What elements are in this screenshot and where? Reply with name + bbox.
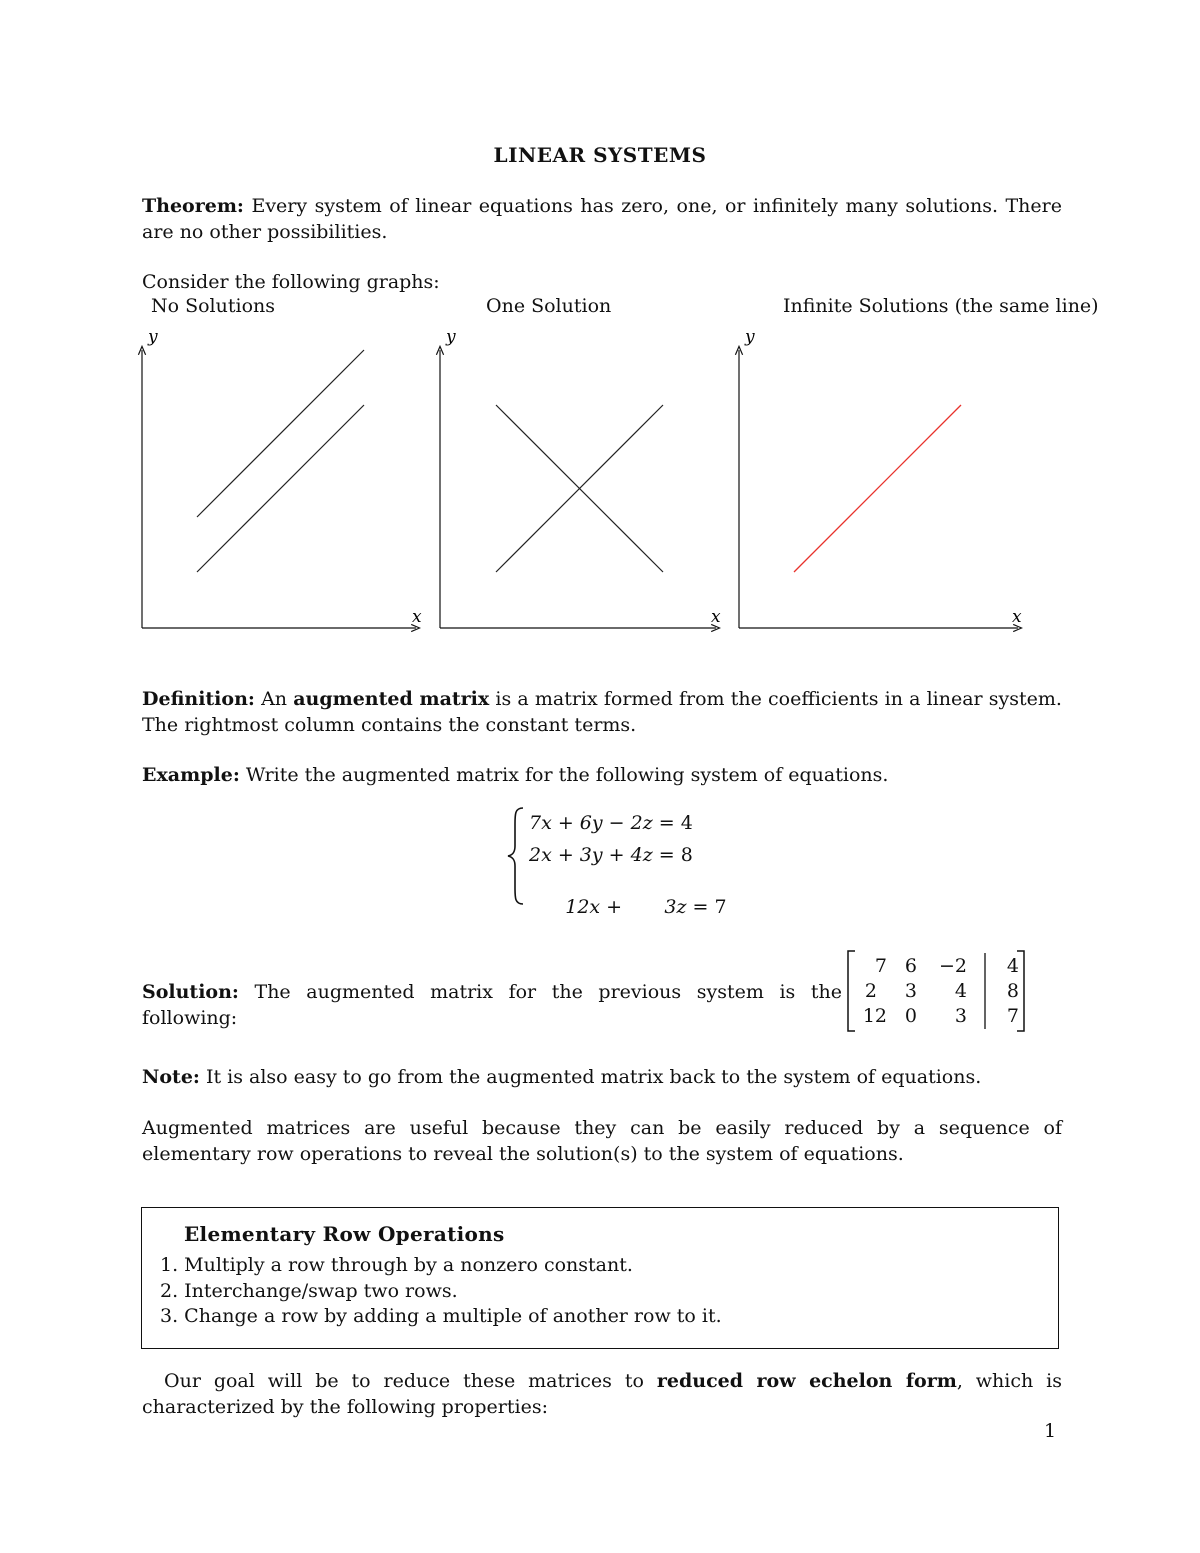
- example-text: Write the augmented matrix for the following system of equations.: [245, 764, 889, 786]
- goal-pre: Our goal will be to reduce these matrices to: [164, 1370, 644, 1392]
- matrix-cell: 7: [874, 955, 887, 977]
- theorem-paragraph: [142, 193, 1062, 245]
- same-line: [794, 405, 961, 572]
- equation-row-1: 7x + 6y − 2z = 4: [529, 812, 693, 834]
- graph-no-solutions: [142, 327, 422, 628]
- graph-infinite-solutions: [739, 327, 1022, 628]
- definition-term: augmented matrix: [293, 688, 490, 710]
- definition-pre: An: [261, 688, 288, 710]
- augmented-matrix: [845, 949, 1029, 1033]
- graph-caption-infinite-solutions: Infinite Solutions (the same line): [783, 295, 1099, 317]
- y-axis-label: y: [745, 327, 755, 347]
- usefulness-paragraph: Augmented matrices are useful because they can be easily reduced by a sequence of elementary row operations to reveal the solution(s) to the system of equations.: [142, 1117, 1062, 1165]
- row-operation-item: 2. Interchange/swap two rows.: [160, 1280, 458, 1302]
- matrix-cell: 3: [904, 980, 917, 1002]
- row-operations-box: [141, 1207, 1059, 1349]
- matrix-cell: 12: [862, 1005, 887, 1027]
- y-axis-label: y: [148, 327, 158, 347]
- y-axis-label: y: [446, 327, 456, 347]
- parallel-line-1: [197, 350, 364, 517]
- matrix-cell: 4: [1006, 955, 1019, 977]
- matrix-cell: −2: [938, 955, 967, 977]
- matrix-cell: 3: [954, 1005, 967, 1027]
- goal-post: , which is characterized by the following properties:: [142, 1370, 1063, 1418]
- left-brace-icon: [505, 806, 527, 906]
- row-operation-item: 3. Change a row by adding a multiple of another row to it.: [160, 1305, 722, 1327]
- graph-caption-one-solution: One Solution: [486, 295, 612, 317]
- graphs-figure: [0, 320, 1200, 640]
- page-title: LINEAR SYSTEMS: [493, 143, 707, 167]
- solution-text: The augmented matrix for the previous system is the following:: [142, 981, 842, 1029]
- theorem-text: Every system of linear equations has zero, one, or infinitely many solutions. There are no other possibilities.: [142, 195, 1062, 243]
- x-axis-label: x: [711, 607, 721, 627]
- solution-paragraph: [142, 979, 842, 1031]
- parallel-line-2: [197, 405, 364, 572]
- matrix-cell: 2: [864, 980, 877, 1002]
- solution-label: Solution:: [142, 981, 239, 1003]
- equation-row-2: 2x + 3y + 4z = 8: [529, 844, 693, 866]
- matrix-cell: 4: [954, 980, 967, 1002]
- note-label: Note:: [142, 1066, 200, 1088]
- definition-label: Definition:: [142, 688, 255, 710]
- x-axis-label: x: [1012, 607, 1022, 627]
- row-operation-item: 1. Multiply a row through by a nonzero constant.: [160, 1254, 633, 1276]
- note-text: It is also easy to go from the augmented matrix back to the system of equations.: [205, 1066, 982, 1088]
- matrix-cell: 6: [904, 955, 917, 977]
- page-number: 1: [1044, 1420, 1057, 1442]
- graph-one-solution: [440, 327, 721, 628]
- matrix-cell: 0: [904, 1005, 917, 1027]
- goal-term: reduced row echelon form: [656, 1370, 957, 1392]
- row-operations-title: Elementary Row Operations: [184, 1222, 505, 1246]
- example-label: Example:: [142, 764, 240, 786]
- definition-paragraph: [142, 686, 1062, 738]
- theorem-label: Theorem:: [142, 195, 244, 217]
- equation-row-3: 12x + 3z = 7: [565, 896, 727, 918]
- matrix-cell: 8: [1006, 980, 1019, 1002]
- note-paragraph: [142, 1064, 1062, 1090]
- graph-caption-no-solutions: No Solutions: [151, 295, 276, 317]
- graphs-intro: Consider the following graphs:: [142, 271, 440, 293]
- definition-text: is a matrix formed from the coefficients in a linear system. The rightmost column contains the constant terms.: [142, 688, 1062, 736]
- matrix-cell: 7: [1006, 1005, 1019, 1027]
- example-paragraph: [142, 762, 1062, 788]
- goal-paragraph: [142, 1368, 1062, 1420]
- x-axis-label: x: [412, 607, 422, 627]
